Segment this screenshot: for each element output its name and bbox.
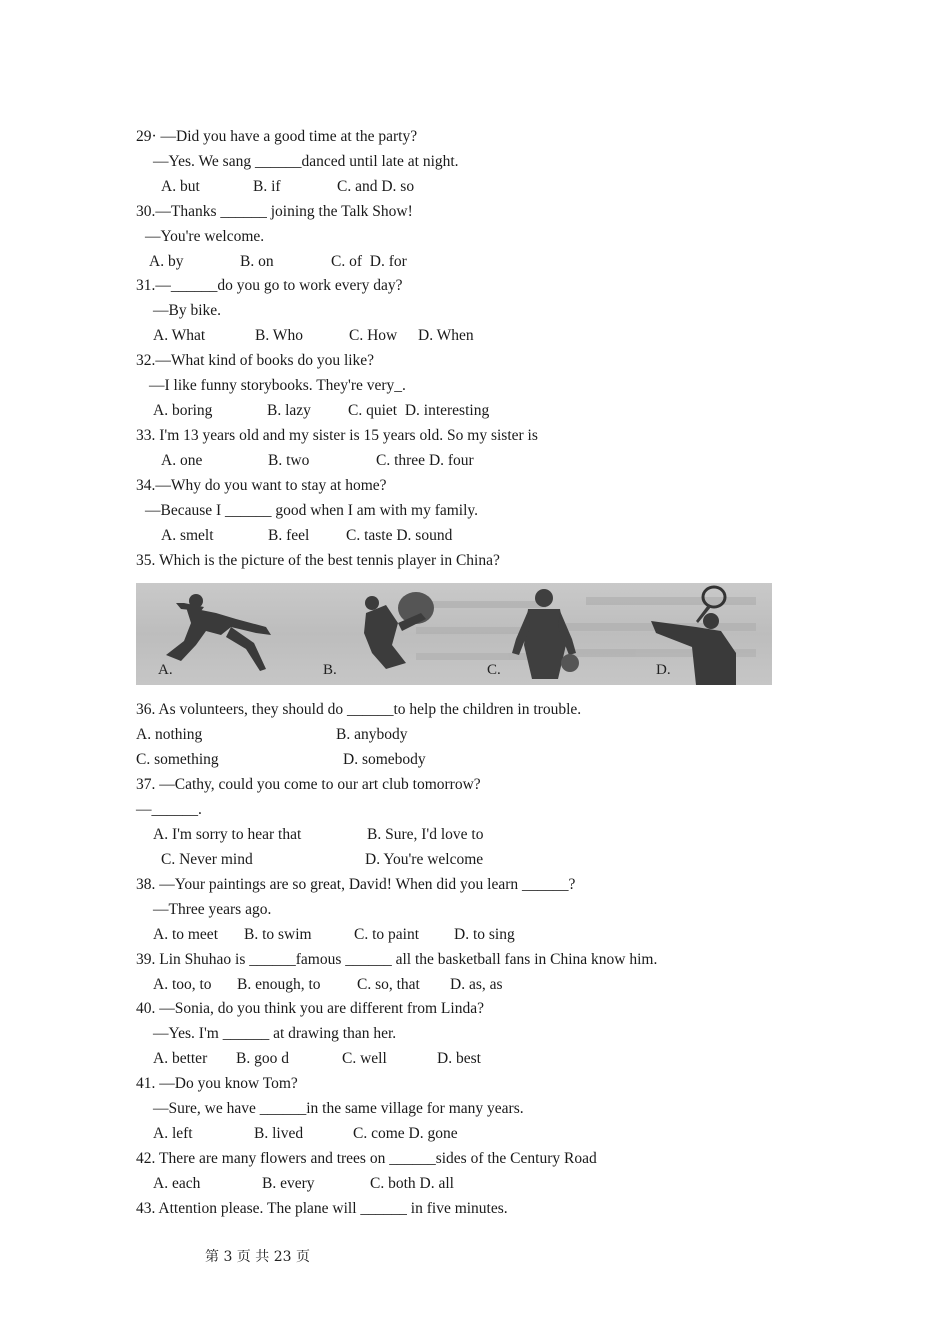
- answer-option: D. When: [418, 327, 474, 344]
- answer-option: C. so, that: [357, 976, 420, 993]
- question-text: —______.: [136, 801, 202, 818]
- answer-option: C. How: [349, 327, 398, 344]
- answer-option: C. both D. all: [370, 1175, 454, 1192]
- question-text: 39. Lin Shuhao is ______famous ______ all the basketball fans in China know him.: [136, 951, 658, 968]
- question-text: —I like funny storybooks. They're very_.: [149, 377, 406, 394]
- answer-option: B. feel: [268, 527, 310, 544]
- question-text: 37. —Cathy, could you come to our art club tomorrow?: [136, 776, 481, 793]
- answer-option: A. by: [149, 253, 184, 270]
- answer-option: A. smelt: [161, 527, 214, 544]
- answer-option: C. of D. for: [331, 253, 407, 270]
- answer-option: C. come D. gone: [353, 1125, 458, 1142]
- answer-option: D. best: [437, 1050, 481, 1067]
- answer-option: C. Never mind: [161, 851, 253, 868]
- question-text: 40. —Sonia, do you think you are different from Linda?: [136, 1000, 484, 1017]
- answer-option: B. two: [268, 452, 310, 469]
- question-text: 31.—______do you go to work every day?: [136, 277, 403, 294]
- question-text: —Sure, we have ______in the same village for many years.: [153, 1100, 524, 1117]
- question-text: —Yes. I'm ______ at drawing than her.: [153, 1025, 397, 1042]
- answer-option: B. on: [240, 253, 274, 270]
- answer-option: A. What: [153, 327, 206, 344]
- question-text: —Yes. We sang ______danced until late at night.: [153, 153, 459, 170]
- answer-option: C. and D. so: [337, 178, 415, 195]
- answer-option: B. every: [262, 1175, 315, 1192]
- answer-option: A. nothing: [136, 726, 203, 743]
- answer-option: C. to paint: [354, 926, 420, 943]
- question-text: —Three years ago.: [153, 901, 272, 918]
- answer-option: B. goo d: [236, 1050, 289, 1067]
- question-text: 36. As volunteers, they should do ______to help the children in trouble.: [136, 701, 582, 718]
- answer-option: A. I'm sorry to hear that: [153, 826, 302, 843]
- question-text: 35. Which is the picture of the best tennis player in China?: [136, 552, 500, 569]
- answer-option: C. well: [342, 1050, 387, 1067]
- picture-label-a: A.: [158, 662, 173, 678]
- answer-option: D. somebody: [343, 751, 426, 768]
- answer-option: A. better: [153, 1050, 208, 1067]
- question-text: 42. There are many flowers and trees on ______sides of the Century Road: [136, 1150, 597, 1167]
- question-text: 29· —Did you have a good time at the party?: [136, 128, 418, 145]
- answer-option: A. each: [153, 1175, 201, 1192]
- answer-option: D. to sing: [454, 926, 515, 943]
- question-text: —You're welcome.: [145, 228, 265, 245]
- picture-label-c: C.: [487, 662, 501, 678]
- answer-option: C. three D. four: [376, 452, 474, 469]
- answer-option: C. something: [136, 751, 219, 768]
- picture-label-d: D.: [656, 662, 671, 678]
- answer-option: A. one: [161, 452, 203, 469]
- page-footer: 第 3 页 共 23 页: [205, 1249, 310, 1265]
- answer-option: C. quiet D. interesting: [348, 402, 490, 419]
- question-text: 38. —Your paintings are so great, David! When did you learn ______?: [136, 876, 576, 893]
- answer-option: A. to meet: [153, 926, 218, 943]
- answer-option: B. if: [253, 178, 281, 195]
- answer-option: B. Who: [255, 327, 303, 344]
- answer-option: B. Sure, I'd love to: [367, 826, 484, 843]
- answer-option: B. lazy: [267, 402, 311, 419]
- question-text: 43. Attention please. The plane will ______ in five minutes.: [136, 1200, 508, 1217]
- question-text: 33. I'm 13 years old and my sister is 15 years old. So my sister is: [136, 427, 538, 444]
- question-text: 41. —Do you know Tom?: [136, 1075, 298, 1092]
- answer-option: B. anybody: [336, 726, 408, 743]
- question-text: —By bike.: [153, 302, 222, 319]
- answer-option: D. You're welcome: [365, 851, 484, 868]
- answer-option: A. but: [161, 178, 200, 195]
- hurdler-figure: [166, 594, 271, 671]
- sports-pictures: [136, 583, 772, 685]
- answer-option: B. to swim: [244, 926, 312, 943]
- sports-photos-illustration: [136, 583, 772, 685]
- answer-option: B. lived: [254, 1125, 304, 1142]
- picture-label-b: B.: [323, 662, 337, 678]
- answer-option: C. taste D. sound: [346, 527, 453, 544]
- answer-option: A. too, to: [153, 976, 212, 993]
- answer-option: A. boring: [153, 402, 213, 419]
- question-text: —Because I ______ good when I am with my family.: [145, 502, 479, 519]
- answer-option: B. enough, to: [237, 976, 321, 993]
- question-text: 32.—What kind of books do you like?: [136, 352, 375, 369]
- question-text: 34.—Why do you want to stay at home?: [136, 477, 387, 494]
- question-text: 30.—Thanks ______ joining the Talk Show!: [136, 203, 413, 220]
- answer-option: A. left: [153, 1125, 193, 1142]
- answer-option: D. as, as: [450, 976, 503, 993]
